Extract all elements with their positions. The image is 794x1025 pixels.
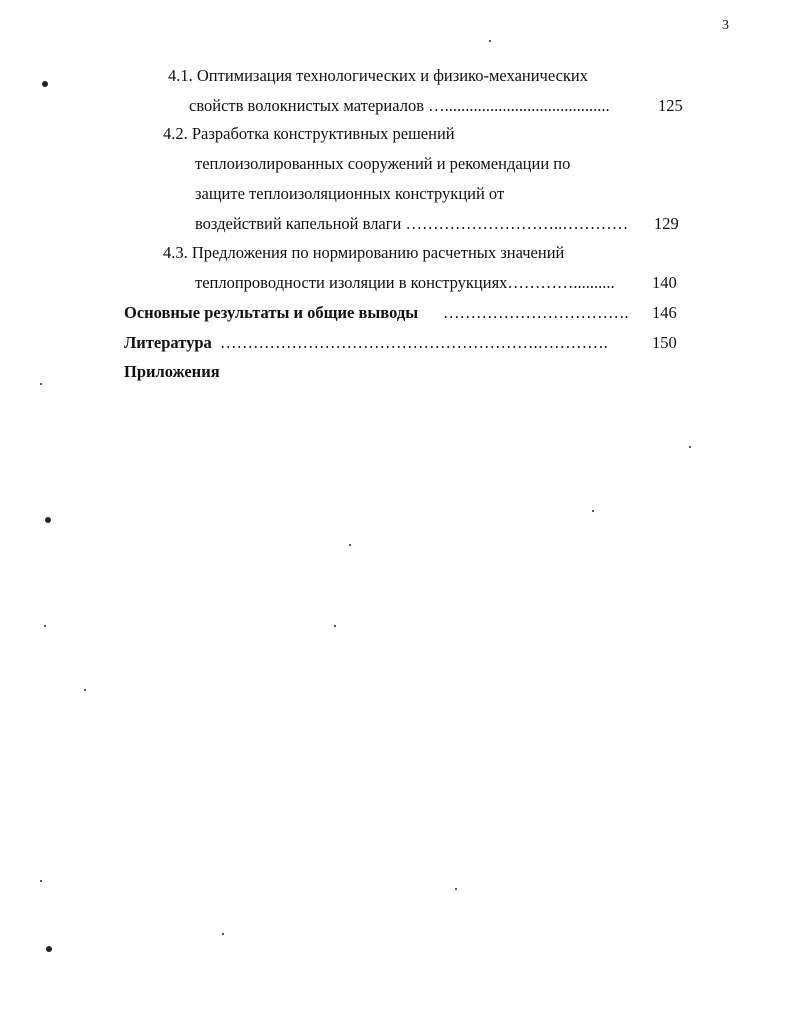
- toc-results-dots: …………………………….: [443, 303, 629, 322]
- toc-4-3-page: 140: [652, 273, 677, 292]
- page-number: 3: [722, 18, 729, 33]
- toc-4-2-line-2: теплоизолированных сооружений и рекомендации по: [195, 154, 571, 173]
- toc-4-3-line-2: теплопроводности изоляции в конструкциях…………..........: [195, 273, 615, 292]
- scan-speck: [84, 689, 86, 691]
- toc-4-2-line-3: защите теплоизоляционных конструкций от: [195, 184, 505, 203]
- toc-4-1-line-2: свойств волокнистых материалов …........................................: [189, 96, 610, 115]
- toc-literature-dots: ………………………………………………….………….: [220, 333, 608, 352]
- scan-speck: [42, 81, 48, 87]
- scan-speck: [40, 880, 42, 882]
- toc-4-2-line-4: воздействий капельной влаги ………………………..…………: [195, 214, 629, 233]
- toc-literature-label: Литература: [124, 333, 212, 352]
- scan-speck: [40, 383, 42, 385]
- toc-4-1-page: 125: [658, 96, 683, 115]
- scan-speck: [222, 933, 224, 935]
- toc-4-2-line-1: 4.2. Разработка конструктивных решений: [163, 124, 455, 143]
- scan-speck: [334, 625, 336, 627]
- scan-speck: [45, 517, 51, 523]
- scan-speck: [689, 446, 691, 448]
- scan-speck: [46, 946, 52, 952]
- toc-4-2-page: 129: [654, 214, 679, 233]
- scan-speck: [349, 544, 351, 546]
- scan-speck: [455, 888, 457, 890]
- toc-literature-page: 150: [652, 333, 677, 352]
- toc-4-1-line-1: 4.1. Оптимизация технологических и физико-механических: [168, 66, 589, 85]
- toc-appendix-label: Приложения: [124, 362, 220, 381]
- toc-results-label: Основные результаты и общие выводы: [124, 303, 419, 322]
- scan-speck: [489, 40, 491, 42]
- scan-speck: [44, 625, 46, 627]
- scan-speck: [592, 510, 594, 512]
- toc-results-page: 146: [652, 303, 677, 322]
- toc-4-3-line-1: 4.3. Предложения по нормированию расчетных значений: [163, 243, 565, 262]
